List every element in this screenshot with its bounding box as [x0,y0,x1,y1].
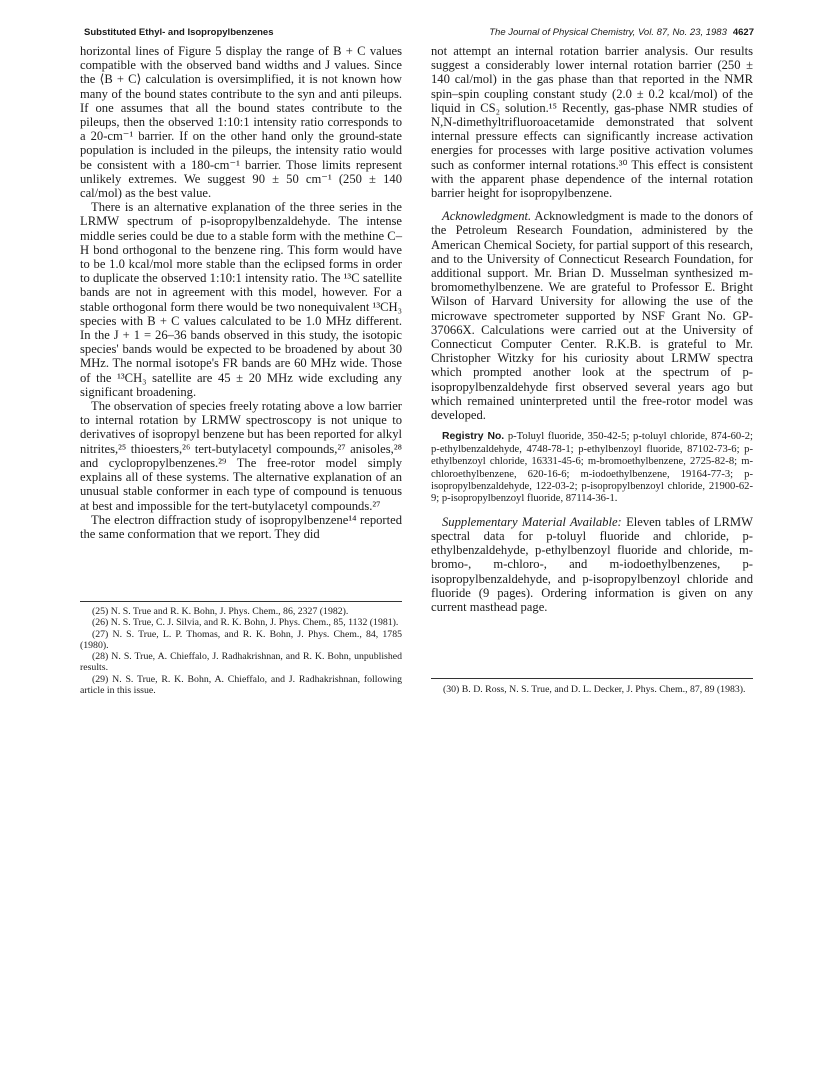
footnote-rule-right [431,678,753,679]
supplementary-text: Eleven tables of LRMW spectral data for p-toluyl fluoride and chloride, p-ethylbenzaldehyde, p-ethylbenzoyl fluoride and chloride, m-bromo-, m-chloro-, and m-iodoethylbenzenes, p-isopropylbenzaldehyde, and p-isopropylbenzoyl chloride and fluoride (9 pages). Ordering information is given on any current masthead page. [431,514,753,614]
journal-name: The Journal of Physical Chemistry, Vol. 87, No. 23, 1983 [489,27,727,38]
acknowledgment-label: Acknowledgment. [442,209,532,224]
paragraph-free-rotation: The observation of species freely rotating above a low barrier to internal rotation by LRMW spectroscopy is not unique to derivatives of isopropyl benzene but has been reported for alkyl nitrites,²⁵ thioesters,²⁶ tert-butylacetyl compounds,²⁷ anisoles,²⁸ and cyclopropylbenzenes.²⁹ The free-rotor model simply explains all of these systems. The alternative explanation of an unusual stable conformer in each type of compound is tenuous at best and impossible for the tert-butylacetyl compounds.²⁷ [80,399,402,513]
footnotes-right [431,684,753,695]
footnote-28: (28) N. S. True, A. Chieffalo, J. Radhakrishnan, and R. K. Bohn, unpublished results. [80,651,402,674]
paragraph-alternative-explanation: There is an alternative explanation of the three series in the LRMW spectrum of p-isopropylbenzaldehyde. The intense middle series could be due to a stable form with the methine C–H bond orthogonal to the benzene ring. This form would have to be 1.0 kcal/mol more stable than the eclipsed forms in order to duplicate the observed 1:10:1 intensity ratio. The ¹³C satellite bands are not in agreement with this model, however. For a stable orthogonal form there would be two nonequivalent ¹³CH₃ species with B + C values calculated to be 1.0 MHz different. In the J + 1 = 26–36 bands observed in this study, the isotopic species' bands would be expected to be broadened by about 30 MHz. The normal isotope's FR bands are 60 MHz wide. Those of the ¹³CH₃ satellite are 45 ± 20 MHz wide excluding any significant broadening. [80,200,402,399]
footnote-rule-left [80,601,402,602]
acknowledgment [431,209,753,422]
footnote-29: (29) N. S. True, R. K. Bohn, A. Chieffalo, and J. Radhakrishnan, following article in this issue. [80,673,402,697]
registry-numbers [431,431,753,505]
paragraph-electron-diffraction: The electron diffraction study of isopropylbenzene¹⁴ reported the same conformation that we report. They did [80,512,402,541]
page-number: 4627 [732,27,754,38]
supplementary-material [431,515,753,614]
running-header [84,27,754,43]
right-column [431,44,753,614]
footnotes-left [80,606,402,696]
journal-citation [489,27,754,38]
paragraph-barrier-comparison: not attempt an internal rotation barrier analysis. Our results suggest a considerably lower internal rotation barrier (250 ± 140 cal/mol) in the gas phase than that reported in the NMR spin–spin coupling constant study (2.0 ± 0.2 kcal/mol) of the liquid in CS₂ solution.¹⁵ Recently, gas-phase NMR studies of N,N-dimethyltrifluoroacetamide demonstrated that solvent internal pressure effects can significantly increase activation energies for processes with large positive activation volumes such as conformer internal rotations.³⁰ This effect is consistent with the apparent phase dependence of the internal rotation barrier height for isopropylbenzene. [431,44,753,201]
footnote-30: (30) B. D. Ross, N. S. True, and D. L. Decker, J. Phys. Chem., 87, 89 (1983). [443,684,746,695]
registry-text: p-Toluyl fluoride, 350-42-5; p-toluyl chloride, 874-60-2; p-ethylbenzaldehyde, 4748-78-1; p-ethylbenzoyl fluoride, 87102-73-6; p-ethylbenzoyl chloride, 16331-45-6; m-bromoethylbenzene, 2725-82-8; m-chloroethylbenzene, 620-16-6; m-iodoethylbenzene, 19164-77-3; p-isopropylbenzaldehyde, 122-03-2; p-isopropylbenzoyl chloride, 21900-62-9; p-isopropylbenzoyl fluoride, 87114-36-1. [431,431,753,505]
footnote-26: (26) N. S. True, C. J. Silvia, and R. K. Bohn, J. Phys. Chem., 85, 1132 (1981). [92,617,399,629]
left-column [80,44,402,541]
registry-label: Registry No. [442,431,505,443]
paragraph-barrier-range: horizontal lines of Figure 5 display the range of B + C values compatible with the observed band widths and J values. Since the ⟨B + C⟩ calculation is oversimplified, it is not known how many of the bound states contribute to the syn and anti pileups. If one assumes that all the bound states contribute to the pileups, then the observed 1:10:1 intensity ratio corresponds to a 20-cm⁻¹ barrier. If on the other hand only the ground-state population is included in the pileups, the intensity ratio would be consistent with a 180-cm⁻¹ barrier. Those limits represent unlikely extremes. We suggest 90 ± 50 cm⁻¹ (250 ± 140 cal/mol) as the best value. [80,44,402,201]
acknowledgment-text: Acknowledgment is made to the donors of the Petroleum Research Foundation, administered by the American Chemical Society, for partial support of this research, and to the University of Connecticut Research Foundation, for additional support. Mr. Brian D. Musselman synthesized m-bromomethylbenzene. We are grateful to Professor E. Bright Wilson of Harvard University for allowing the use of the microwave spectrometer supported by NSF Grant No. GP-37066X. Calculations were carried out at the University of Connecticut Computer Center. R.K.B. is grateful to Mr. Christopher Witzky for his curiosity about LRMW spectra which prompted another look at the spectrum of p-isopropylbenzaldehyde first observed several years ago but which remained uninterpreted until the free-rotor model was developed. [431,209,753,423]
supplementary-label: Supplementary Material Available: [442,514,622,529]
footnote-27: (27) N. S. True, L. P. Thomas, and R. K. Bohn, J. Phys. Chem., 84, 1785 (1980). [80,628,402,651]
running-title: Substituted Ethyl- and Isopropylbenzenes [84,27,274,38]
footnote-25: (25) N. S. True and R. K. Bohn, J. Phys. Chem., 86, 2327 (1982). [92,606,349,617]
